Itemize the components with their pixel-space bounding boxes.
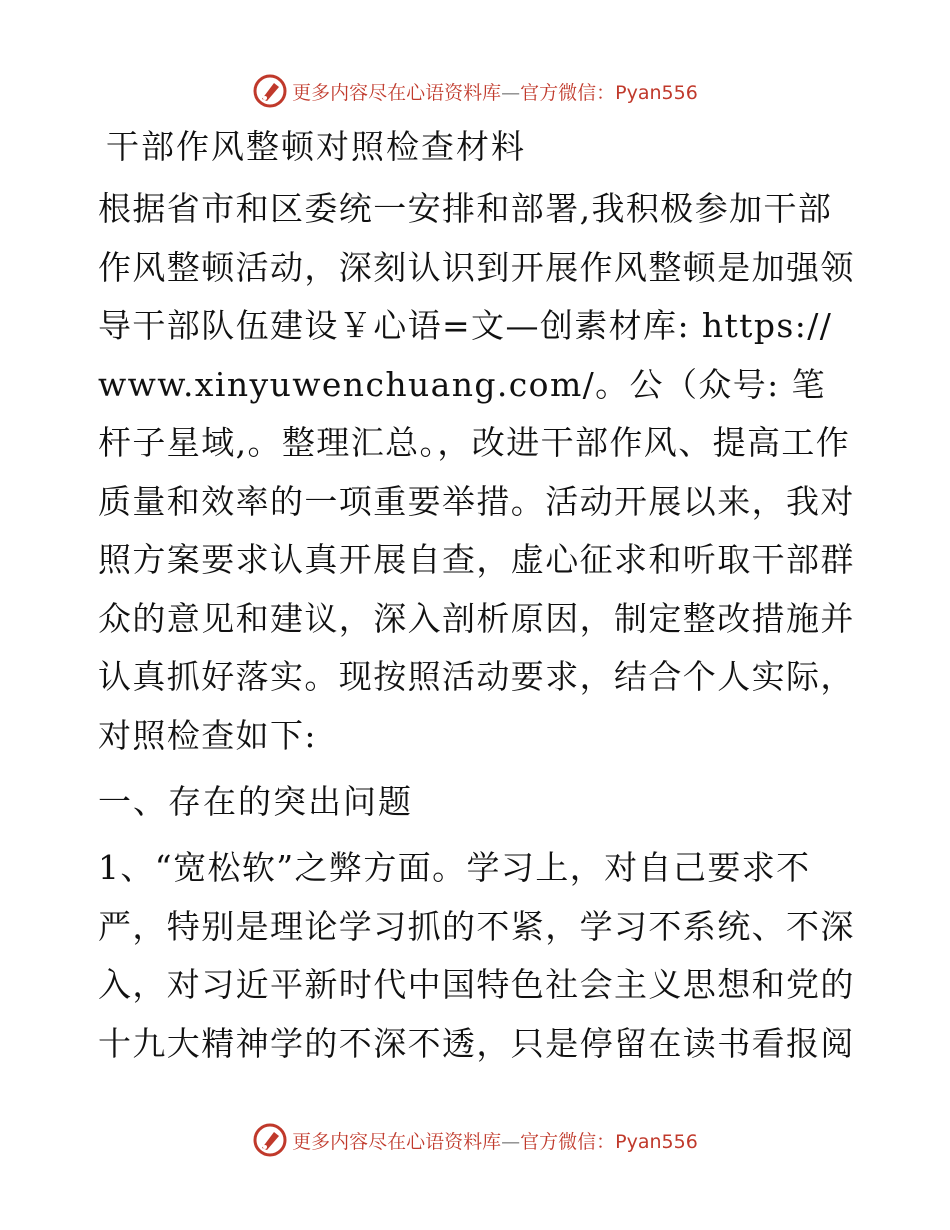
document-title: 干部作风整顿对照检查材料 (106, 127, 526, 166)
header-watermark (0, 66, 950, 116)
watermark-text: 更多内容尽在心语资料库—官方微信：Pyan556 (292, 81, 698, 104)
footer-watermark (0, 1115, 950, 1165)
pen-nib-logo-icon (252, 73, 288, 109)
section-heading: 一、存在的突出问题 (98, 782, 413, 821)
item-paragraph: 1、“宽松软”之弊方面。学习上，对自己要求不严，特别是理论学习抓的不紧，学习不系统、不深入，对习近平新时代中国特色社会主义思想和党的十九大精神学的不深不透，只是停留在读书看报阅 (98, 848, 855, 1063)
intro-paragraph: 根据省市和区委统一安排和部署,我积极参加干部作风整顿活动，深刻认识到开展作风整顿是加强领导干部队伍建设￥心语=文—创素材库: https://www.xinyuwenchuang.com/。公（众号: 笔杆子星域,。整理汇总。，改进干部作风、提高工作质量和效率的一项重要举措。活动开展以来，我对照方案要求认真开展自查，虚心征求和听取干部群众的意见和建议，深入剖析原因，制定整改措施并认真抓好落实。现按照活动要求，结合个人实际，对照检查如下: (98, 189, 855, 755)
document-body (98, 118, 858, 1081)
watermark-text: 更多内容尽在心语资料库—官方微信：Pyan556 (292, 1130, 698, 1153)
pen-nib-logo-icon (252, 1122, 288, 1158)
